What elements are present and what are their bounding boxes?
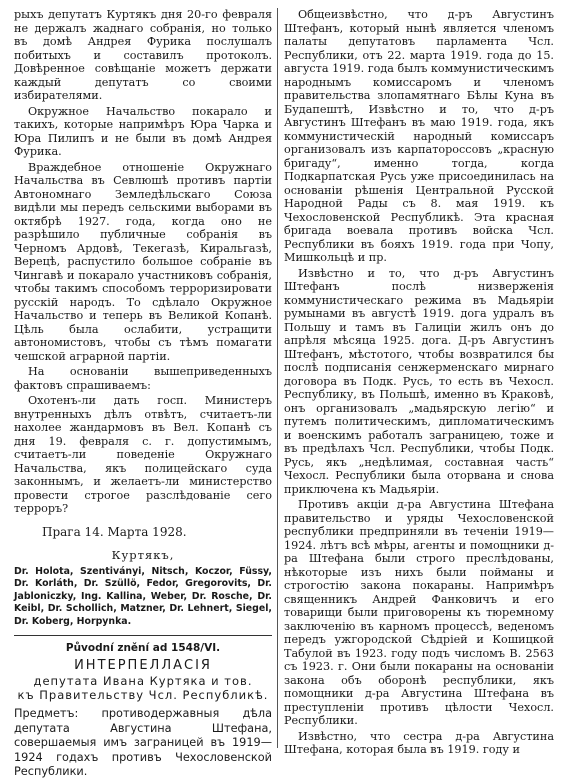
signatory-names-text: Dr. Holota, Szentiványi, Nitsch, Koczor, Füssy, Dr. Korláth, Dr. Szüllö, Fedor, Gregorovits, Dr. Jabloniczky, Ing. Kallina, Weber, Dr. Rosche, Dr. Keibl, Dr. Schollich, Matzner, Dr. Lehnert, Siegel, Dr. Koberg, Horpynka. <box>14 565 272 627</box>
paragraph: Окружное Начальство покарало и такихъ, которые напримѣръ Юра Чарка и Юра Пилипъ и не были въ домѣ Андрея Фурика. <box>14 104 272 158</box>
signatory-names <box>14 566 272 629</box>
signatory-title: Куртякъ, <box>111 547 175 562</box>
paragraph: Противъ акціи д-ра Августина Штефана правительство и уряды Чехословенской республики предприняли въ теченіи 1919—1924. лѣтъ всѣ мѣры, агенты и помощники д-ра Штефана были строго преслѣдованы, нѣкоторые изъ нихъ были пойманы и строгостію закона покараны. Напримѣръ священникъ Андрей Фанковичъ и его товарищи были приговорены къ тюремному заключенію въ карномъ процессѣ, веденомъ передъ ужгородской Сѣдрiей и Кошицкой Табулой въ 1923. году подъ числомъ В. 2563 съ 1923. г. Они были покараны на основаніи закона объ оборонѣ республики, якъ помощники д-ра Августина Штефана въ преступленіи противъ цѣлости Чехосл. Республики. <box>284 498 554 727</box>
section-divider <box>14 635 272 636</box>
left-column <box>14 8 272 780</box>
paragraph: На основаніи вышеприведенныхъ фактовъ спрашиваемъ: <box>14 365 272 392</box>
paragraph-continuation: рыхъ депутатъ Куртякъ дня 20-го февраля не держалъ жаднаго собранія, но только въ домѣ Андрея Фурика послушалъ побитыхъ и составилъ протоколъ. Довѣренное совѣщаніе можетъ держати каждый депутатъ со своими избирателями. <box>14 8 272 102</box>
interpellation-heading: ИНТЕРПЕЛЛАСІЯ <box>74 658 212 673</box>
question-paragraph: Охотенъ-ли дать госп. Министеръ внутренныхъ дѣлъ отвѣтъ, считаетъ-ли нахолее жандармовъ въ Вел. Копанѣ съ дня 19. февраля с. г. допустимымъ, считаетъ-ли поведеніе Окружнаго Начальства, якъ полицейскаго суда законнымъ, и желаетъ-ли министерство провести строгое разслѣдованіе сего терроръ? <box>14 394 272 515</box>
interpellation-addressee: къ Правительству Чсл. Республикѣ. <box>17 688 269 702</box>
paragraph: Извѣстно, что сестра д-ра Августина Штефана, которая была въ 1919. году и <box>284 729 554 756</box>
paragraph: Враждебное отношеніе Окружнаго Начальства въ Севлюшѣ противъ партіи Автономнаго Земледѣльскаго Союза видѣли мы передъ сельскими выборами въ октябрѣ 1927. года, когда оно не разрѣшило публичные собранія въ Черномъ Ардовѣ, Текегазѣ, Киральгазѣ, Верецѣ, распустило большое собраніе въ Чингавѣ и покарало участниковъ собранія, чтобы такимъ способомъ терроризировати русскій народъ. То сдѣлало Окружное Начальство и теперь въ Великой Копанѣ. Цѣль была ослабити, устращити автономистовъ, чтобы съ тѣмъ помагати чешской аграрной партіи. <box>14 160 272 363</box>
original-text-note: Původní znění ad 1548/VI. <box>65 642 221 654</box>
column-divider <box>277 8 278 748</box>
interpellation-subject: Предметъ: противодержавныя дѣла депутата Августина Штефана, совершаемыя имъ заграницей въ 1919—1924 годахъ противъ Чехословенской Республики. <box>14 707 272 778</box>
interpellation-author: депутата Ивана Куртяка и тов. <box>33 674 253 688</box>
date-line: Прага 14. Марта 1928. <box>42 524 187 539</box>
right-column <box>284 8 554 757</box>
paragraph: Общеизвѣстно, что д-ръ Августинъ Штефанъ, который нынѣ является членомъ палаты депутатовъ парламента Чсл. Республики, отъ 22. марта 1919. года до 15. августа 1919. года былъ коммунистическимъ народнымъ комиссаромъ и членомъ правительства злопамятнаго Бѣлы Куна въ Будапештѣ, Извѣстно и то, что д-ръ Августинъ Штефанъ въ маю 1919. года, якъ коммунистическій народный комиссаръ организовалъ изъ карпатороссовъ „красную бригаду“, именно тогда, когда Подкарпатская Русь уже присоединилась на основаніи рѣшенія Центральной Русской Народной Рады съ 8. мая 1919. къ Чехословенской Республикѣ. Эта красная бригада воевала противъ войска Чсл. Республики въ бояхъ 1919. года при Чопу, Мишкольцѣ и пр. <box>284 8 554 264</box>
paragraph: Извѣстно и то, что д-ръ Августинъ Штефанъ послѣ низверженія коммунистическаго режима въ Мадьяріи румынами въ августѣ 1919. дога удралъ въ Польшу и тамъ въ Галиціи жилъ онъ до апрѣля мѣсяца 1925. дога. Д-ръ Августинъ Штефанъ, мѣстотого, чтобы возвратился бы послѣ подписанія сенжерменскаго мирнаго договора въ Подк. Русь, то есть въ Чехосл. Республику, въ Польшѣ, именно въ Краковѣ, онъ организовалъ „мадьярскую легію“ и путемъ политическимъ, дипломатическимъ и военскимъ работалъ заграницею, тоже и въ предѣлахъ Чсл. Республики, чтобы Подк. Русь, якъ „недѣлимая, составная часть“ Чехосл. Республики была оторвана и снова приключена къ Мадьяріи. <box>284 266 554 496</box>
